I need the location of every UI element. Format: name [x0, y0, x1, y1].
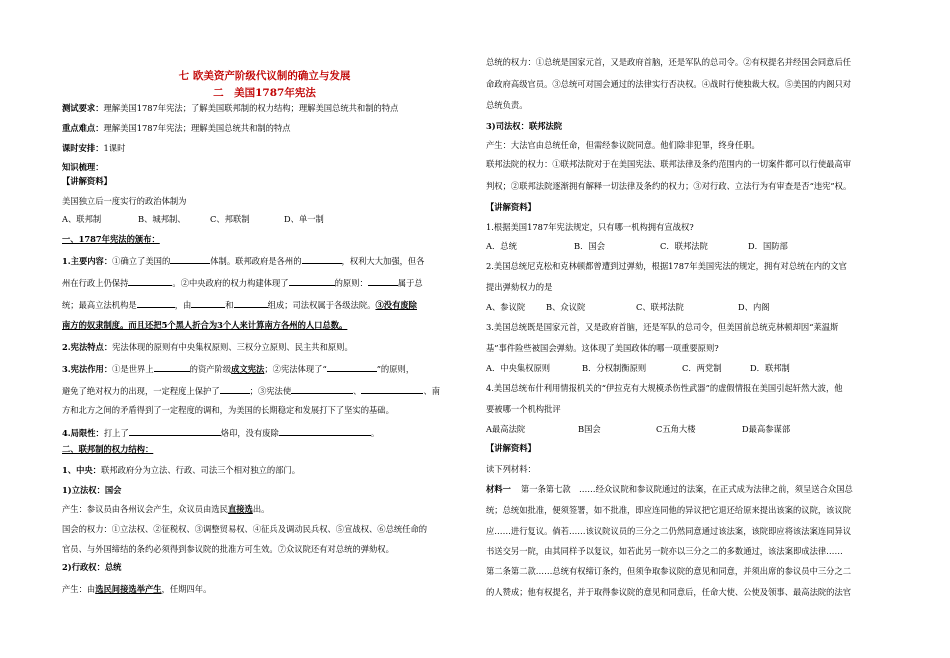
text: 组成；司法权属于各级法院。 — [267, 300, 376, 310]
blank — [128, 276, 172, 286]
question-3-options — [486, 363, 890, 374]
text: 州在行政上仍保持 — [62, 278, 129, 288]
question-1: 1.根据美国1787年宪法规定，只有哪一机构拥有宣战权? — [486, 222, 694, 232]
question-3-line-b: 基”事件险些被国会弹劾。这体现了美国政体的哪一项重要原则? — [486, 343, 719, 353]
right-column — [486, 0, 890, 658]
q1-option-b: B．国会 — [574, 241, 605, 251]
text: ③没有废除 — [375, 300, 417, 310]
point-2 — [62, 342, 467, 353]
blank — [302, 254, 342, 264]
executive-production — [62, 584, 467, 595]
president-powers-line-1: 总统的权力：①总统是国家元首，又是政府首脑，还是军队的总司令。②有权提名并经国会同意后任 — [486, 57, 852, 67]
q1-option-c: C．联邦法院 — [660, 241, 708, 251]
q4-option-a: A最高法院 — [486, 424, 526, 434]
question-1-options — [486, 241, 890, 252]
q1-option-d: D．国防部 — [748, 241, 788, 251]
q1-option-a: A．总统 — [486, 241, 517, 251]
text: ，权利大大加强，但各 — [341, 256, 425, 266]
point-1-line-b — [62, 276, 467, 287]
chapter-title: 七 欧美资产阶级代议制的确立与发展 — [178, 70, 351, 82]
blank — [220, 384, 250, 394]
text: 的资产阶级 — [189, 364, 232, 374]
text: 烙印，没有废除 — [220, 428, 279, 438]
point-4-label: 4.局限性： — [62, 428, 104, 438]
court-powers-line-2: 判权；②联邦法院逐渐拥有解释一切法律及条约的权力；③对行政、立法行为有审查是否“违宪”权。 — [486, 181, 852, 191]
text: 体制。联邦政府是各州的 — [210, 256, 302, 266]
point-1-line-d: 南方的奴隶制度。而且还把5个黑人折合为3个人来计算南方各州的人口总数。 — [62, 320, 348, 330]
text: 统；最高立法机构是 — [62, 300, 137, 310]
material-heading-3: 【讲解资料】 — [486, 443, 536, 453]
blank — [361, 384, 423, 394]
text: ①是世界上 — [112, 364, 154, 374]
material-1-line-b: 统；总统如批准，便须签署，如不批准，即应连同他的异议把它退还给原来提出该案的议院，该议院 — [486, 505, 852, 515]
material-heading-2: 【讲解资料】 — [486, 202, 536, 212]
question-2-line-b: 提出弹劾权力的是 — [486, 282, 553, 292]
left-column — [62, 0, 467, 658]
blank — [170, 254, 210, 264]
text: 和 — [225, 300, 234, 310]
key-points-text: 理解美国1787年宪法；理解美国总统共和制的特点 — [103, 123, 291, 133]
q3-option-b: B．分权制衡原则 — [582, 363, 647, 373]
q2-option-a: A、参议院 — [486, 302, 526, 312]
blank — [234, 298, 268, 308]
point-3-label: 3.宪法作用： — [62, 364, 113, 374]
option-c: C、邦联制 — [210, 214, 250, 224]
question-options — [62, 214, 467, 225]
lesson-time-text: 1课时 — [103, 143, 126, 153]
text: ①确立了美国的 — [112, 256, 171, 266]
blank — [129, 426, 221, 436]
text: ，任期四年。 — [161, 584, 212, 594]
text: 成文宪法 — [231, 364, 265, 374]
q4-option-b: B国会 — [578, 424, 601, 434]
text: 宪法体现的原则有中央集权原则、三权分立原则、民主共和原则。 — [112, 342, 353, 352]
text: ”的原则， — [376, 364, 415, 374]
question-3-line-a: 3.美国总统既是国家元首，又是政府首脑，还是军队的总司令，但美国前总统克林顿却因“莱温斯 — [486, 322, 839, 332]
blank — [327, 362, 377, 372]
congress-powers-line-b: 官员、与外国缔结的条约必须得到参议院的批准方可生效。⑦众议院还有对总统的弹劾权。 — [62, 544, 394, 554]
point-3-line-c: 方和北方之间的矛盾得到了一定程度的调和，为美国的长期稳定和发展打下了坚实的基础。 — [62, 405, 394, 415]
central-government — [62, 465, 467, 476]
text: 的原则： — [334, 278, 368, 288]
test-requirement — [62, 103, 467, 114]
section-2-heading: 二、联邦制的权力结构： — [62, 444, 154, 454]
key-points — [62, 123, 467, 134]
section-title: 二 美国1787年宪法 — [213, 87, 316, 99]
material-1-label: 材料一 — [486, 484, 511, 494]
legislative-production — [62, 504, 467, 515]
text: 属于总 — [397, 278, 423, 288]
point-1-line-a — [62, 254, 467, 265]
read-material-intro: 读下列材料： — [486, 464, 536, 474]
q3-option-c: C．两党制 — [682, 363, 722, 373]
point-1-label: 1.主要内容： — [62, 256, 113, 266]
point-2-label: 2.宪法特点： — [62, 342, 113, 352]
material-1-line-c: 应……进行复议。倘若……该议院议员的三分之二仍然同意通过该法案，该院即应将该法案连同异议 — [486, 526, 852, 536]
blank — [154, 362, 190, 372]
option-a: A、联邦制 — [62, 214, 102, 224]
q2-option-c: C、联邦法院 — [636, 302, 684, 312]
material-2-line-a: 第二条第二款……总统有权缔订条约，但须争取参议院的意见和同意，并须出席的参议员中三分之二 — [486, 566, 852, 576]
text: 联邦政府分为立法、行政、司法三个相对独立的部门。 — [100, 465, 301, 475]
question-4-options — [486, 424, 890, 435]
blank — [137, 298, 175, 308]
question-2-options — [486, 302, 890, 313]
text: 、南 — [423, 386, 441, 396]
lesson-time-label: 课时安排： — [62, 143, 104, 153]
text: 避免了绝对权力的出现，一定程度上保护了 — [62, 386, 220, 396]
question-intro: 美国独立后一度实行的政治体制为 — [62, 196, 187, 206]
court-powers-line-1: 联邦法院的权力：①联邦法院对于在美国宪法、联邦法律及条约范围内的一切案件都可以行使最高审 — [486, 159, 852, 169]
point-1-line-c — [62, 298, 467, 309]
blank — [279, 426, 371, 436]
test-requirement-text: 理解美国1787年宪法；了解美国联邦制的权力结构；理解美国总统共和制的特点 — [103, 103, 399, 113]
q4-option-d: D最高参谋部 — [742, 424, 791, 434]
blank — [368, 276, 398, 286]
q2-option-d: D、内阁 — [738, 302, 770, 312]
central-label: 1、中央： — [62, 465, 101, 475]
text: 直接选 — [227, 504, 253, 514]
blank — [289, 276, 335, 286]
text: 产生：由 — [62, 584, 96, 594]
text: 第一条第七款 ……经众议院和参议院通过的法案，在正式成为法律之前，须呈送合众国总 — [520, 484, 853, 494]
question-4-line-b: 要被哪一个机构批评 — [486, 404, 561, 414]
section-1-heading: 一、1787年宪法的颁布： — [62, 234, 160, 244]
legislative-heading: 1)立法权：国会 — [62, 485, 122, 495]
text: 。②中央政府的权力构建体现了 — [172, 278, 289, 288]
text: ，由 — [174, 300, 192, 310]
text: 。 — [370, 428, 380, 438]
text: 出。 — [252, 504, 270, 514]
knowledge-heading: 知识梳理： — [62, 162, 104, 172]
material-2-line-b: 的人赞成；他有权提名，并于取得参议院的意见和同意后，任命大使、公使及领事、最高法院的法官 — [486, 587, 852, 597]
question-2-line-a: 2.美国总统尼克松和克林顿都曾遭到过弹劾，根据1787年美国宪法的规定，拥有对总统在内的文官 — [486, 261, 847, 271]
q4-option-c: C五角大楼 — [656, 424, 696, 434]
point-3-line-b — [62, 384, 467, 395]
material-1-line-d: 书送交另一院，由其同样予以复议，如若此另一院亦以三分之二的多数通过，该法案即成法律…… — [486, 546, 843, 556]
text: ；③宪法使 — [249, 386, 292, 396]
text: 选民间接选举产生 — [95, 584, 162, 594]
judicial-heading: 3)司法权：联邦法院 — [486, 121, 563, 131]
material-1-line-a — [486, 484, 890, 495]
text: 产生：参议员由各州议会产生，众议员由选民 — [62, 504, 228, 514]
judicial-production: 产生：大法官由总统任命，但需经参议院同意。他们除非犯罪，终身任职。 — [486, 140, 760, 150]
executive-heading: 2)行政权：总统 — [62, 562, 122, 572]
question-4-line-a: 4.美国总统布什利用情报机关的“伊拉克有大规模杀伤性武器”的虚假情报在美国引起轩然大波，他 — [486, 383, 843, 393]
key-points-label: 重点难点： — [62, 123, 104, 133]
q2-option-b: B、众议院 — [546, 302, 586, 312]
material-heading-1: 【讲解资料】 — [62, 176, 112, 186]
blank — [291, 384, 353, 394]
text: ；②宪法体现了“ — [264, 364, 327, 374]
q3-option-a: A．中央集权原则 — [486, 363, 551, 373]
point-4 — [62, 426, 467, 437]
point-3-line-a — [62, 362, 467, 373]
option-d: D、单一制 — [284, 214, 324, 224]
lesson-time — [62, 143, 467, 154]
president-powers-line-2: 命政府高级官员。③总统可对国会通过的法律实行否决权。④战时行使独裁大权。⑤美国的内阁只对 — [486, 79, 852, 89]
president-powers-line-3: 总统负责。 — [486, 100, 528, 110]
text: 打上了 — [103, 428, 129, 438]
congress-powers-line-a: 国会的权力：①立法权、②征税权、③调整贸易权、④征兵及调动民兵权、⑤宣战权、⑥总统任命的 — [62, 524, 428, 534]
text: 、 — [353, 386, 362, 396]
test-requirement-label: 测试要求： — [62, 103, 104, 113]
option-b: B、城邦制、 — [138, 214, 186, 224]
q3-option-d: D．联邦制 — [750, 363, 790, 373]
blank — [191, 298, 225, 308]
